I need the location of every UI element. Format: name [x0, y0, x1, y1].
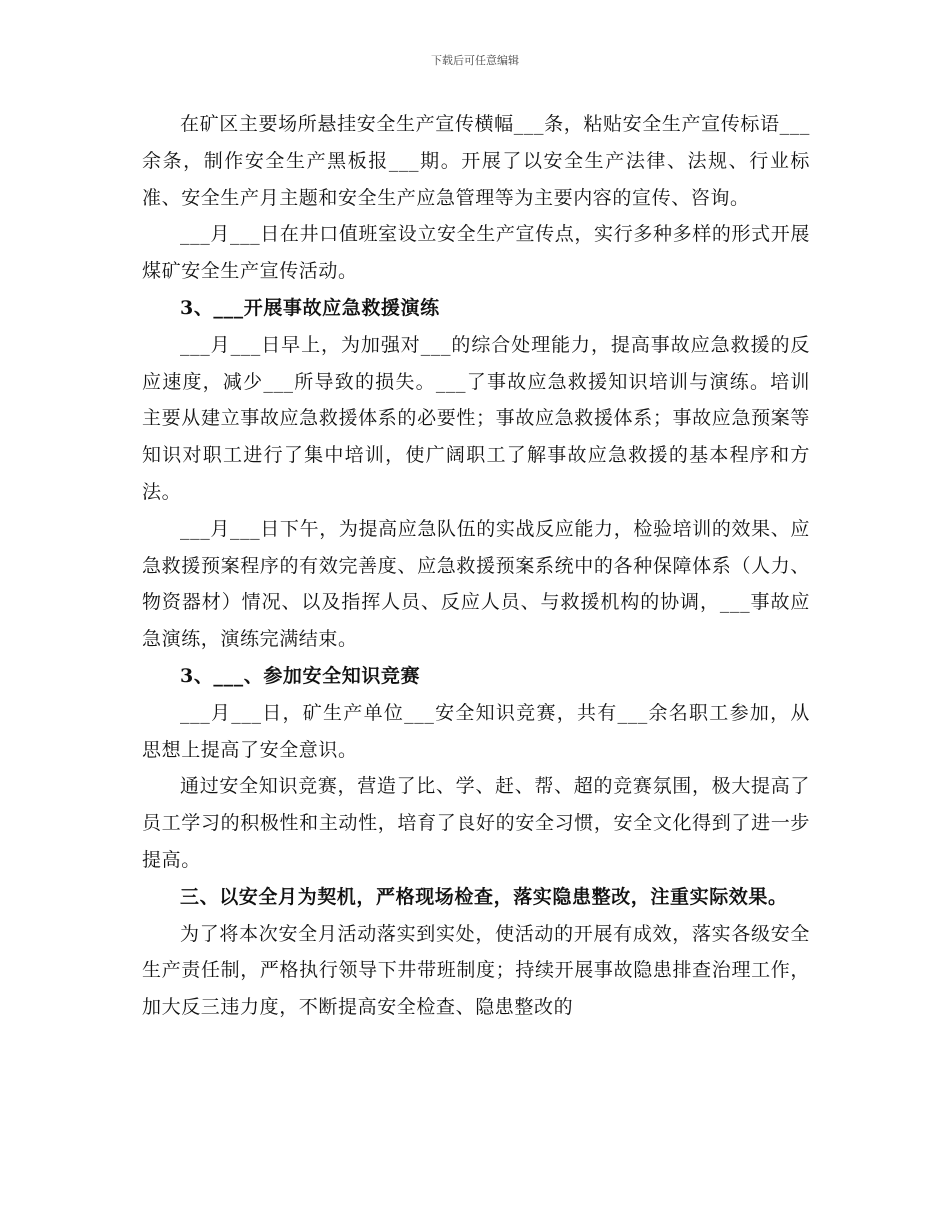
paragraph-drill-exercise: ___月___日下午，为提高应急队伍的实战反应能力，检验培训的效果、应急救援预案程序的有效完善度、应急救援预案系统中的各种保障体系（人力、物资器材）情况、以及指挥人员、反应人员、与救援机构的协调，___事故应急演练，演练完满结束。 [142, 517, 810, 651]
heading-emergency-drill: 3、___开展事故应急救援演练 [180, 296, 440, 319]
paragraph-contest-participants: ___月___日，矿生产单位___安全知识竞赛，共有___余名职工参加，从思想上提高了安全意识。 [142, 701, 810, 761]
paragraph-implementation: 为了将本次安全月活动落实到实处，使活动的开展有成效，落实各级安全生产责任制，严格执行领导下井带班制度；持续开展事故隐患排查治理工作，加大反三违力度，不断提高安全检查、隐患整改的 [142, 922, 810, 1019]
heading-knowledge-contest: 3、___、参加安全知识竞赛 [180, 664, 421, 687]
paragraph-publicity-banners: 在矿区主要场所悬挂安全生产宣传横幅___条，粘贴安全生产宣传标语___余条，制作安全生产黑板报___期。开展了以安全生产法律、法规、行业标准、安全生产月主题和安全生产应急管理等为主要内容的宣传、咨询。 [142, 113, 810, 209]
paragraph-contest-effect: 通过安全知识竞赛，营造了比、学、赶、帮、超的竞赛氛围，极大提高了员工学习的积极性和主动性，培育了良好的安全习惯，安全文化得到了进一步提高。 [142, 775, 810, 871]
heading-section-three: 三、以安全月为契机，严格现场检查，落实隐患整改，注重实际效果。 [180, 885, 788, 908]
page-header: 下载后可任意编辑 [431, 54, 519, 67]
paragraph-drill-training: ___月___日早上，为加强对___的综合处理能力，提高事故应急救援的反应速度，减少___所导致的损失。___了事故应急救援知识培训与演练。培训主要从建立事故应急救援体系的必要性；事故应急救援体系；事故应急预案等知识对职工进行了集中培训，使广阔职工了解事故应急救援的基本程序和方法。 [142, 333, 810, 503]
document-body [142, 106, 810, 1026]
paragraph-publicity-point: ___月___日在井口值班室设立安全生产宣传点，实行多种多样的形式开展煤矿安全生产宣传活动。 [142, 223, 810, 283]
